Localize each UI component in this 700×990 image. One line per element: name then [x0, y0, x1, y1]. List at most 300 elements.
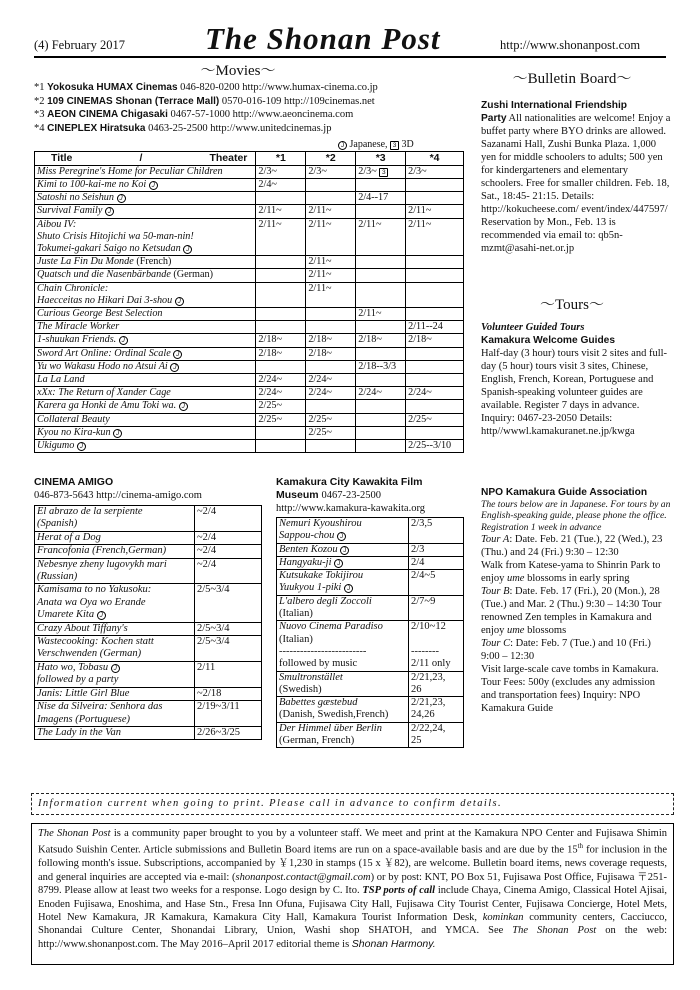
showing-theater-3	[356, 321, 406, 334]
3d-mark-icon: 3	[390, 141, 399, 150]
cinema-phone: 046-820-0200	[180, 82, 240, 93]
showing-theater-2	[306, 426, 356, 439]
amigo-date: ~2/4	[197, 545, 217, 557]
showing-date: 2/25~	[308, 413, 332, 425]
showing-theater-4	[406, 440, 464, 453]
tour-c-label: Tour C	[481, 638, 511, 650]
showing-theater-4	[406, 321, 464, 334]
table-row	[277, 518, 464, 544]
showing-date: 2/11--24	[408, 321, 443, 333]
kawakita-title-cell	[277, 518, 409, 544]
kawakita-date: 2/4	[411, 556, 425, 568]
showing-date: 2/11~	[308, 282, 332, 294]
showing-date: 2/18~	[358, 334, 382, 346]
table-row	[35, 205, 464, 218]
kawakita-date-cell	[409, 570, 464, 596]
table-row	[35, 374, 464, 387]
movie-title: Karera ga Honki de Amu Toki wa.	[37, 400, 177, 412]
showing-theater-2	[306, 347, 356, 360]
kawakita-date: 2/21,23,	[411, 671, 446, 683]
amigo-date-cell	[195, 622, 262, 635]
movie-title: Curious George Best Selection	[37, 308, 163, 320]
table-row	[35, 545, 262, 558]
showing-date: 2/3~	[308, 165, 327, 177]
cinema-url[interactable]: http://www.aeoncinema.com	[232, 109, 354, 120]
npo-note: The tours below are in Japanese. For tours by an English-speaking guide, please phone the office. Registration 1 week in advance	[481, 499, 671, 533]
kawakita-title-line: followed by music	[279, 658, 358, 670]
table-row	[277, 697, 464, 723]
showing-theater-3	[356, 282, 406, 307]
showing-date: 2/18~	[408, 334, 432, 346]
cinema-url[interactable]: http://www.unitedcinemas.jp	[210, 122, 332, 134]
table-row	[35, 256, 464, 269]
kawakita-title-cell	[277, 543, 409, 556]
amigo-title-line: (Russian)	[37, 571, 78, 583]
amigo-heading: CINEMA AMIGO	[34, 476, 114, 488]
movie-title-cell	[35, 334, 256, 347]
table-row	[277, 595, 464, 621]
showing-theater-2	[306, 165, 356, 178]
movie-title: Chain Chronicle:	[37, 282, 109, 294]
showing-theater-2	[306, 413, 356, 426]
japanese-mark-icon: J	[334, 559, 343, 568]
table-row	[35, 506, 262, 532]
amigo-title-line: Anata wa Oya wo Erande	[37, 596, 146, 608]
movie-title: Kyou no Kira-kun	[37, 426, 111, 438]
showing-date: 2/25~	[408, 413, 432, 425]
amigo-date-cell	[195, 701, 262, 727]
showing-theater-3	[356, 256, 406, 269]
zushi-title: Zushi International Friendship	[481, 100, 628, 111]
showing-theater-2	[306, 192, 356, 205]
showing-date: 2/11~	[408, 218, 432, 230]
movie-title: Juste La Fin Du Monde	[37, 256, 134, 268]
amigo-title-cell	[35, 584, 195, 622]
website-url[interactable]: http://www.shonanpost.com	[500, 38, 641, 52]
table-row	[35, 334, 464, 347]
footer-p4: include Chaya, Cinema Amigo, Classical Hotel Ajisai, Enoden Fujisawa, Enoshima, and Hase Stn., Fresa Inn Ofuna, Fujisawa City Hall, Fujisawa City Tourist Center, Fujisawa Concierge, Hotel Mets, Hotel New Kamakura, JR Kamakura, Kamakura City Hall, Kamakura Tourist Information Desk,	[38, 885, 668, 923]
showing-date: 2/18--3/3	[358, 360, 397, 372]
footer-sup: th	[577, 842, 584, 851]
legend-3d: 3D	[401, 139, 414, 150]
kawakita-date: 2/7~9	[411, 595, 436, 607]
showing-theater-2	[306, 218, 356, 256]
showing-theater-4	[406, 282, 464, 307]
movie-title: Ukigumo	[37, 440, 75, 452]
amigo-title-line: followed by a party	[37, 674, 119, 686]
col-theater-1: *1	[256, 152, 306, 166]
table-row	[35, 426, 464, 439]
showing-theater-1	[256, 334, 306, 347]
showing-theater-1	[256, 192, 306, 205]
kawakita-date-cell	[409, 556, 464, 569]
japanese-mark-icon: J	[183, 245, 192, 254]
amigo-title-cell	[35, 661, 195, 687]
movies-heading: ～Movies～	[200, 63, 276, 79]
cinema-entry	[34, 95, 464, 109]
table-row	[277, 621, 464, 671]
showing-theater-1	[256, 413, 306, 426]
showing-date: 2/3~	[358, 165, 377, 177]
showing-date: 2/18~	[258, 347, 283, 359]
showing-date: 2/3~	[258, 165, 277, 177]
movie-title-cell	[35, 400, 256, 413]
amigo-title-line: Imagens (Portuguese)	[37, 713, 131, 725]
cinema-number: *1	[34, 82, 45, 93]
showing-date: 2/24~	[308, 374, 332, 386]
zushi-title-party: Party	[481, 113, 507, 124]
showing-theater-2	[306, 387, 356, 400]
movie-title-cell	[35, 192, 256, 205]
showing-theater-3	[356, 400, 406, 413]
movie-title-cell	[35, 282, 256, 307]
showing-date: 2/4--17	[358, 192, 389, 204]
kawakita-title-line: L'albero degli Zoccoli	[279, 595, 372, 607]
kawakita-title-cell	[277, 671, 409, 697]
movie-title: Survival Family	[37, 205, 103, 217]
showing-theater-1	[256, 282, 306, 307]
showing-date: 2/25--3/10	[408, 440, 452, 452]
tour-a-label: Tour A	[481, 534, 510, 546]
table-row	[35, 360, 464, 373]
kawakita-date-cell	[409, 595, 464, 621]
kawakita-title-line: Benten Kozou	[279, 543, 338, 555]
showing-theater-4	[406, 400, 464, 413]
kawakita-date: 25	[411, 735, 422, 747]
japanese-mark-icon: J	[337, 532, 346, 541]
movie-title-cell	[35, 308, 256, 321]
footer-p3: ) or by post: KNT, PO Box 51, Fujisawa Post Office, Fujisawa 〒251-8799. Please allow at least two weeks for a response. Logo design by C. Ito.	[38, 871, 667, 897]
showing-theater-4	[406, 426, 464, 439]
japanese-mark-icon: J	[344, 584, 353, 593]
cinema-number: *3	[34, 109, 45, 120]
amigo-date: ~2/4	[197, 558, 217, 570]
amigo-title-line: Hato wo, Tobasu	[37, 661, 109, 673]
showing-theater-2	[306, 321, 356, 334]
amigo-table	[34, 505, 262, 740]
header-slash: /	[139, 152, 143, 164]
table-row	[35, 701, 262, 727]
showing-theater-2	[306, 256, 356, 269]
movie-title: The Miracle Worker	[37, 321, 120, 333]
showing-theater-4	[406, 179, 464, 192]
tour-b-ume: ume	[506, 625, 525, 637]
japanese-mark-icon: J	[97, 611, 106, 620]
japanese-mark-icon: J	[149, 181, 158, 190]
tour-a-desc-ume: ume	[506, 573, 525, 585]
table-row	[35, 308, 464, 321]
movie-title-cell	[35, 256, 256, 269]
table-row	[35, 347, 464, 360]
zushi-text: All nationalities are welcome! Enjoy a buffet party where BYO drinks are allowed. Sazanami Hall, Zushi Bunka Plaza. 1,000 yen for middle schoolers to adults; 500 yen for kindergarteners and elementary schoolers. Free for smaller children. Feb. 18, Sat., 18:45- 21:15. Details: http://kokucheese.com/ event/index/447597/ Reservation by Mon., Feb. 13 is recommended via email to: qb5n-mzmt@asahi-net.or.jp	[481, 113, 671, 254]
showing-theater-2	[306, 400, 356, 413]
kawakita-date: 2/21,23,	[411, 697, 446, 709]
showing-theater-3	[356, 308, 406, 321]
amigo-date: ~2/4	[197, 506, 217, 517]
showing-date: 2/25~	[308, 426, 332, 438]
kawakita-phone: 0467-23-2500	[321, 490, 382, 501]
footer-paper-name: The Shonan Post	[38, 828, 111, 839]
showing-theater-1	[256, 400, 306, 413]
showing-theater-4	[406, 374, 464, 387]
kawakita-date: 24,26	[411, 709, 435, 721]
header-theater: Theater	[209, 152, 248, 164]
movie-title-line-2: Haecceitas no Hikari Dai 3-shou	[37, 294, 173, 306]
table-row	[35, 558, 262, 584]
kawakita-title-cell	[277, 621, 409, 671]
footer-p6: on the web: http://www.shonanpost.com. The May 2016–April 2017 editorial theme is	[38, 925, 668, 950]
table-row	[35, 179, 464, 192]
japanese-mark-icon: J	[338, 141, 347, 150]
table-row	[277, 543, 464, 556]
tour-a	[481, 533, 671, 559]
header-title: Title	[51, 152, 73, 164]
showing-date: 2/18~	[258, 334, 283, 346]
amigo-date: 2/5~3/4	[197, 622, 230, 634]
info-notice: Information current when going to print. Please call in advance to confirm details.	[31, 793, 674, 815]
table-row	[35, 622, 262, 635]
showing-date: 2/11~	[258, 218, 282, 230]
showing-theater-3	[356, 334, 406, 347]
showing-theater-1	[256, 165, 306, 178]
showing-theater-3	[356, 440, 406, 453]
cinema-list	[34, 81, 464, 135]
movie-title-cell	[35, 440, 256, 453]
showing-theater-4	[406, 334, 464, 347]
showing-date: 2/11~	[308, 205, 332, 217]
kawakita-title-cell	[277, 595, 409, 621]
showing-theater-2	[306, 334, 356, 347]
movie-title-cell	[35, 321, 256, 334]
cinema-phone: 0570-016-109	[221, 95, 282, 107]
showing-date: 2/3~	[408, 165, 427, 177]
showing-theater-1	[256, 269, 306, 282]
cinema-phone: 0463-25-2500	[148, 122, 208, 134]
table-row	[277, 722, 464, 748]
tour-c	[481, 637, 671, 663]
japanese-mark-icon: J	[340, 546, 349, 555]
movie-title: Sword Art Online: Ordinal Scale	[37, 347, 171, 359]
tour-a-desc-2: blossoms in early spring	[527, 573, 630, 585]
showing-theater-3	[356, 347, 406, 360]
kawakita-date-cell	[409, 518, 464, 544]
kawakita-date: 2/22,24,	[411, 722, 446, 734]
movie-title: 1-shuukan Friends.	[37, 334, 117, 346]
showing-date: 2/11~	[408, 205, 432, 217]
kawakita-title-line: (Italian)	[279, 633, 313, 645]
showing-date: 2/11~	[358, 218, 382, 230]
kawakita-date-cell	[409, 671, 464, 697]
amigo-date-cell	[195, 506, 262, 532]
issue-date: (4) February 2017	[34, 38, 125, 52]
japanese-mark-icon: J	[111, 664, 120, 673]
amigo-title-line: El abrazo de la serpiente	[37, 506, 143, 517]
kawakita-title-line: Yuukyou 1-piki	[279, 582, 342, 594]
showing-date: 2/24~	[258, 387, 283, 399]
showing-theater-1	[256, 374, 306, 387]
bulletin-zushi	[481, 99, 671, 255]
showing-theater-3	[356, 374, 406, 387]
tours-heading: ～Tours～	[540, 297, 604, 313]
kawakita-title-cell	[277, 570, 409, 596]
kawakita-title-line: Sappou-chou	[279, 530, 335, 542]
amigo-title-cell	[35, 558, 195, 584]
footer-p5: community centers, Cacciucco, Shonandai Culture Center, Shonandai Library, Union, Washi shop SHATOH, and YMCA. See	[38, 911, 668, 937]
bulletin-heading: ～Bulletin Board～	[512, 71, 632, 87]
amigo-title-line: Nebesnye zheny lugovykh mari	[37, 558, 167, 570]
table-row	[35, 387, 464, 400]
tour-a-desc	[481, 559, 671, 585]
movie-title-cell	[35, 269, 256, 282]
amigo-title-line: Herat of a Dog	[37, 531, 101, 543]
movie-language: (French)	[136, 256, 172, 268]
showing-theater-1	[256, 256, 306, 269]
movie-title-cell	[35, 165, 256, 178]
amigo-title-cell	[35, 701, 195, 727]
amigo-date-cell	[195, 726, 262, 739]
amigo-date-cell	[195, 636, 262, 662]
amigo-title-cell	[35, 687, 195, 700]
showing-date: 2/11~	[308, 256, 332, 268]
kawakita-date: --------	[411, 645, 439, 657]
showing-date: 2/11~	[308, 269, 332, 281]
table-row	[35, 269, 464, 282]
cinema-entry	[34, 108, 464, 122]
table-header-row	[35, 152, 464, 166]
amigo-title-cell	[35, 726, 195, 739]
tour-b-text-2: blossoms	[527, 625, 567, 637]
kawakita-title-cell	[277, 556, 409, 569]
amigo-title-line: (Spanish)	[37, 518, 78, 530]
showing-theater-2	[306, 308, 356, 321]
tour-c-desc: Visit large-scale cave tombs in Kamakura. Tour Fees: 500y (excludes any admission and transportation fees) Inquiry: NPO Kamakura Guide	[481, 664, 659, 715]
movie-title: Quatsch und die Nasenbärbande	[37, 269, 171, 281]
showing-date: 2/24~	[308, 387, 332, 399]
tour-b	[481, 585, 671, 637]
kawakita-date-cell	[409, 722, 464, 748]
japanese-mark-icon: J	[105, 207, 114, 216]
movie-title: Miss Peregrine's Home for Peculiar Children	[37, 165, 223, 177]
showing-theater-2	[306, 282, 356, 307]
amigo-title-cell	[35, 622, 195, 635]
japanese-mark-icon: J	[173, 350, 182, 359]
amigo-date-cell	[195, 584, 262, 622]
amigo-title-line: Kamisama to no Yakusoku:	[37, 584, 152, 596]
showing-theater-4	[406, 165, 464, 178]
showing-theater-4	[406, 387, 464, 400]
japanese-mark-icon: J	[170, 363, 179, 372]
amigo-title-line: The Lady in the Van	[37, 726, 121, 738]
showing-theater-4	[406, 256, 464, 269]
movie-title-cell	[35, 218, 256, 256]
volunteer-tours-heading: Volunteer Guided Tours	[481, 322, 585, 333]
kawakita-title-cell	[277, 722, 409, 748]
amigo-title-cell	[35, 636, 195, 662]
col-theater-4: *4	[406, 152, 464, 166]
amigo-title-line: Umarete Kita	[37, 609, 95, 621]
showing-date: 2/11~	[308, 218, 332, 230]
kawakita-title-line: Smultronstället	[279, 671, 343, 683]
tour-b-label: Tour B	[481, 586, 510, 598]
table-row	[35, 661, 262, 687]
cinema-url[interactable]: http://www.humax-cinema.co.jp	[242, 82, 378, 93]
showing-theater-2	[306, 179, 356, 192]
kawakita-date: 2/10~12	[411, 621, 446, 633]
table-row	[277, 671, 464, 697]
showing-theater-4	[406, 192, 464, 205]
3d-mark-icon: 3	[379, 168, 388, 177]
kawakita-date: 2/3	[411, 543, 425, 555]
table-row	[35, 165, 464, 178]
kawakita-date: 2/4~5	[411, 570, 436, 582]
movie-title: Satoshi no Seishun	[37, 192, 114, 204]
movie-schedule-table	[34, 151, 464, 453]
showing-theater-2	[306, 360, 356, 373]
amigo-date-cell	[195, 531, 262, 544]
movie-title-cell	[35, 374, 256, 387]
showing-theater-3	[356, 218, 406, 256]
table-row	[35, 218, 464, 256]
kawakita-url[interactable]: http://www.kamakura-kawakita.org	[276, 503, 425, 514]
japanese-mark-icon: J	[179, 402, 188, 411]
showing-date: 2/18~	[308, 347, 332, 359]
japanese-mark-icon: J	[113, 429, 122, 438]
showing-theater-4	[406, 218, 464, 256]
table-row	[35, 192, 464, 205]
footer-box	[31, 823, 674, 965]
kawakita-title-line: Hangyaku-ji	[279, 556, 332, 568]
kawakita-table	[276, 517, 464, 748]
col-theater-3: *3	[356, 152, 406, 166]
table-row	[35, 282, 464, 307]
kawakita-name: Kamakura City Kawakita Film Museum	[276, 476, 423, 501]
tours-kwg	[481, 321, 671, 438]
table-row	[35, 726, 262, 739]
kawakita-date: 2/3,5	[411, 518, 433, 529]
showing-theater-4	[406, 269, 464, 282]
cinema-number: *2	[34, 95, 45, 107]
cinema-name: AEON CINEMA Chigasaki	[47, 109, 168, 120]
kawakita-title-line: -------------------------	[279, 645, 367, 657]
table-row	[35, 413, 464, 426]
table-row	[35, 687, 262, 700]
legend	[338, 139, 414, 151]
amigo-date: 2/11	[197, 661, 216, 673]
tours-npo	[481, 486, 671, 715]
movie-title-cell	[35, 387, 256, 400]
movie-title: xXx: The Return of Xander Cage	[37, 387, 171, 399]
footer-ports-label: TSP ports of call	[362, 885, 436, 897]
footer-email[interactable]: shonanpost.contact@gmail.com	[235, 871, 371, 883]
kawakita-title-line: (Italian)	[279, 608, 313, 620]
amigo-title-cell	[35, 531, 195, 544]
showing-theater-1	[256, 179, 306, 192]
showing-theater-1	[256, 347, 306, 360]
tour-a-desc-1: Walk from Katese-yama to Shinrin Park to enjoy	[481, 560, 661, 585]
tour-a-text: : Date. Feb. 21 (Tue.), 22 (Wed.), 23 (Thu.) and 24 (Fri.) 9:30 – 12:30	[481, 534, 663, 559]
footer-p1: is a community paper brought to you by a volunteer staff. We meet and print at the Kamakura NPO Center and Fujisawa Shimin Katsudo Suishin Center. Article submissions and Bulletin Board items are run on a space-available basis and are due by the 15	[38, 828, 668, 856]
showing-theater-2	[306, 374, 356, 387]
japanese-mark-icon: J	[117, 194, 126, 203]
movie-title: Kimi to 100-kai-me no Koi	[37, 179, 147, 190]
showing-theater-3	[356, 426, 406, 439]
kawakita-title-line: (Danish, Swedish,French)	[279, 709, 389, 721]
showing-theater-1	[256, 321, 306, 334]
kawakita-date	[411, 634, 414, 645]
cinema-url[interactable]: http://109cinemas.net	[283, 95, 375, 107]
amigo-date-cell	[195, 545, 262, 558]
cinema-entry	[34, 81, 464, 95]
